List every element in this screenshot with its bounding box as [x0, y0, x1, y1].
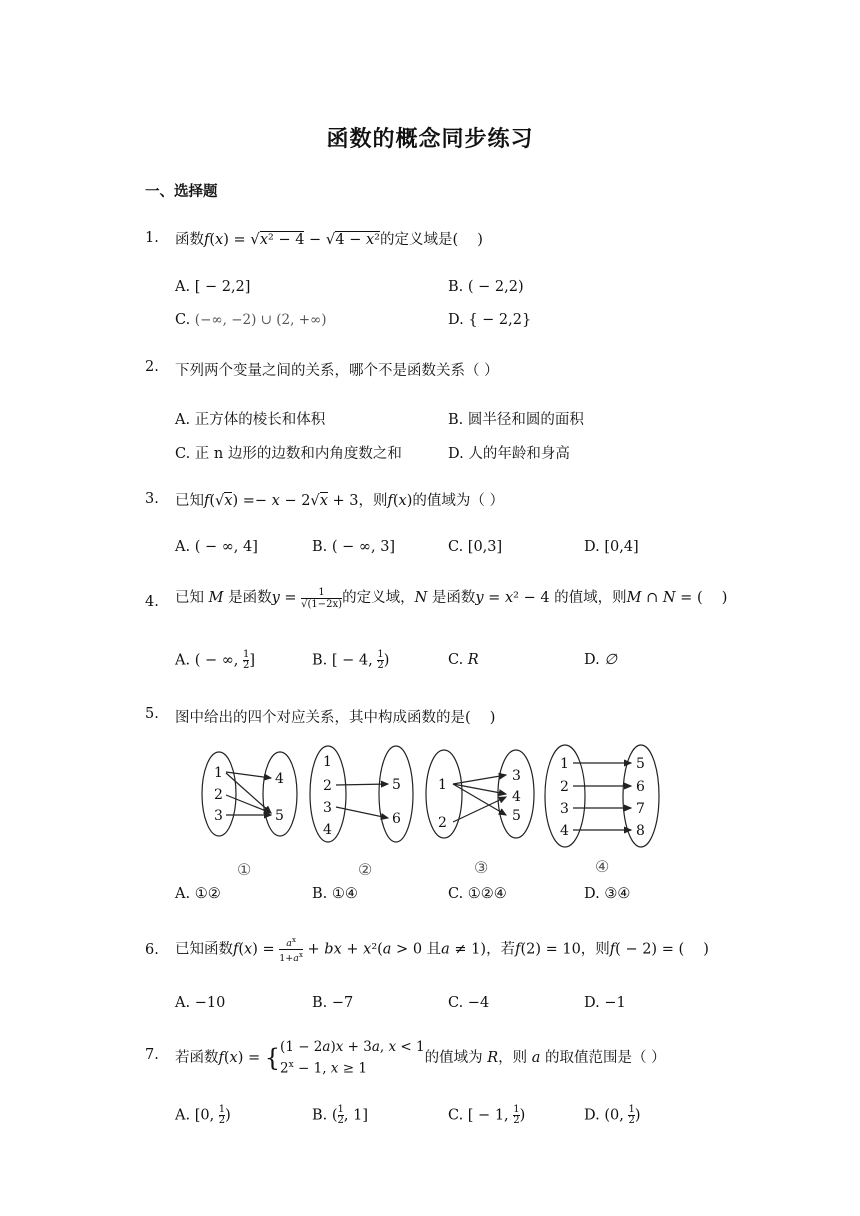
question-number: 3. [145, 491, 159, 507]
option-a: A. [ − 2,2] [175, 279, 251, 295]
codomain-element: 3 [512, 768, 521, 784]
question-text: 函数f(x) = √x² − 4 − √4 − x²的定义域是( ) [175, 230, 483, 248]
diagram-label: ④ [595, 857, 610, 876]
option-b: B. ( − 2,2) [448, 279, 524, 295]
question-text: 若函数f(x) = { (1 − 2a)x + 3a, x < 1 $2^x - 1$, x ≥ 1 的值域为 R，则 a 的取值范围是（ ） [175, 1039, 666, 1077]
domain-element: 3 [214, 808, 223, 824]
option-b: B. ( $\frac{1}{2}$ , 1] [312, 1104, 369, 1126]
question-number: 7. [145, 1047, 159, 1063]
option-c: C. [0,3] [448, 539, 503, 555]
domain-element: 2 [214, 787, 223, 803]
option-b: B. ( − ∞, 3] [312, 539, 396, 555]
option-c: C. 正 n 边形的边数和内角度数之和 [175, 446, 402, 462]
option-d: D. ③④ [584, 886, 631, 902]
domain-element: 1 [560, 756, 569, 772]
question-text: 已知 M 是函数y = $\frac{1}{√(1-2x)}$ 的定义域，N 是函数y = x² − 4 的值域，则M ∩ N = ( ) [175, 586, 728, 610]
option-c: C. R [448, 652, 479, 668]
domain-element: 2 [560, 779, 569, 795]
question-text: 下列两个变量之间的关系，哪个不是函数关系（ ） [175, 363, 499, 379]
domain-element: 4 [560, 823, 569, 839]
question-number: 1. [145, 230, 159, 246]
mapping-diagrams [195, 740, 675, 880]
option-d: D. ∅ [584, 652, 617, 668]
domain-element: 3 [560, 801, 569, 817]
option-d: D. (0, $\frac{1}{2}$ ) [584, 1104, 641, 1126]
option-a: A. −10 [175, 995, 226, 1011]
codomain-element: 4 [512, 789, 521, 805]
option-d: D. −1 [584, 995, 626, 1011]
option-a: A. ①② [175, 886, 221, 902]
question-text: 图中给出的四个对应关系，其中构成函数的是( ) [175, 710, 496, 726]
question-text: 已知函数f(x) = $\frac{a^x}{1+a^x}$ + bx + x²(a > 0 且a ≠ 1)，若f(2) = 10，则f( − 2) = ( ) [175, 936, 709, 965]
codomain-element: 4 [275, 771, 284, 787]
domain-element: 1 [323, 754, 332, 770]
domain-element: 2 [438, 815, 447, 831]
page-title: 函数的概念同步练习 [326, 127, 534, 152]
question-number: 6. [145, 942, 159, 958]
option-a: A. ( − ∞, 4] [175, 539, 258, 555]
codomain-element: 5 [636, 756, 645, 772]
codomain-element: 5 [392, 777, 401, 793]
question-number: 2. [145, 359, 159, 375]
domain-element: 2 [323, 778, 332, 794]
question-text: 已知f(√x) =− x − 2√x + 3，则f(x)的值域为（ ） [175, 493, 504, 509]
option-b: B. 圆半径和圆的面积 [448, 412, 584, 428]
domain-element: 3 [323, 800, 332, 816]
option-d: D. { − 2,2} [448, 312, 532, 328]
option-a: A. 正方体的棱长和体积 [175, 412, 326, 428]
codomain-element: 7 [636, 801, 645, 817]
question-number: 4. [145, 594, 159, 610]
codomain-element: 6 [636, 779, 645, 795]
codomain-element: 5 [512, 808, 521, 824]
codomain-element: 5 [275, 808, 284, 824]
diagram-label: ② [358, 860, 373, 879]
option-a: A. [0, $\frac{1}{2}$ ) [175, 1104, 231, 1126]
option-b: B. −7 [312, 995, 354, 1011]
option-c: C. (−∞, −2) ∪ (2, +∞) [175, 312, 327, 328]
option-d: D. [0,4] [584, 539, 639, 555]
diagram-label: ① [237, 860, 252, 879]
option-b: B. [ − 4, $\frac{1}{2}$ ) [312, 649, 390, 671]
codomain-element: 6 [392, 811, 401, 827]
option-c: C. [ − 1, $\frac{1}{2}$ ) [448, 1104, 526, 1126]
codomain-element: 8 [636, 823, 645, 839]
option-a: A. ( − ∞, $\frac{1}{2}$ ] [175, 649, 256, 671]
option-c: C. ①②④ [448, 886, 507, 902]
section-heading: 一、选择题 [145, 184, 218, 200]
diagram-label: ③ [474, 858, 489, 877]
domain-element: 1 [214, 765, 223, 781]
domain-element: 4 [323, 822, 332, 838]
domain-element: 1 [438, 777, 447, 793]
option-d: D. 人的年龄和身高 [448, 446, 570, 462]
question-number: 5. [145, 706, 159, 722]
option-b: B. ①④ [312, 886, 358, 902]
option-c: C. −4 [448, 995, 490, 1011]
